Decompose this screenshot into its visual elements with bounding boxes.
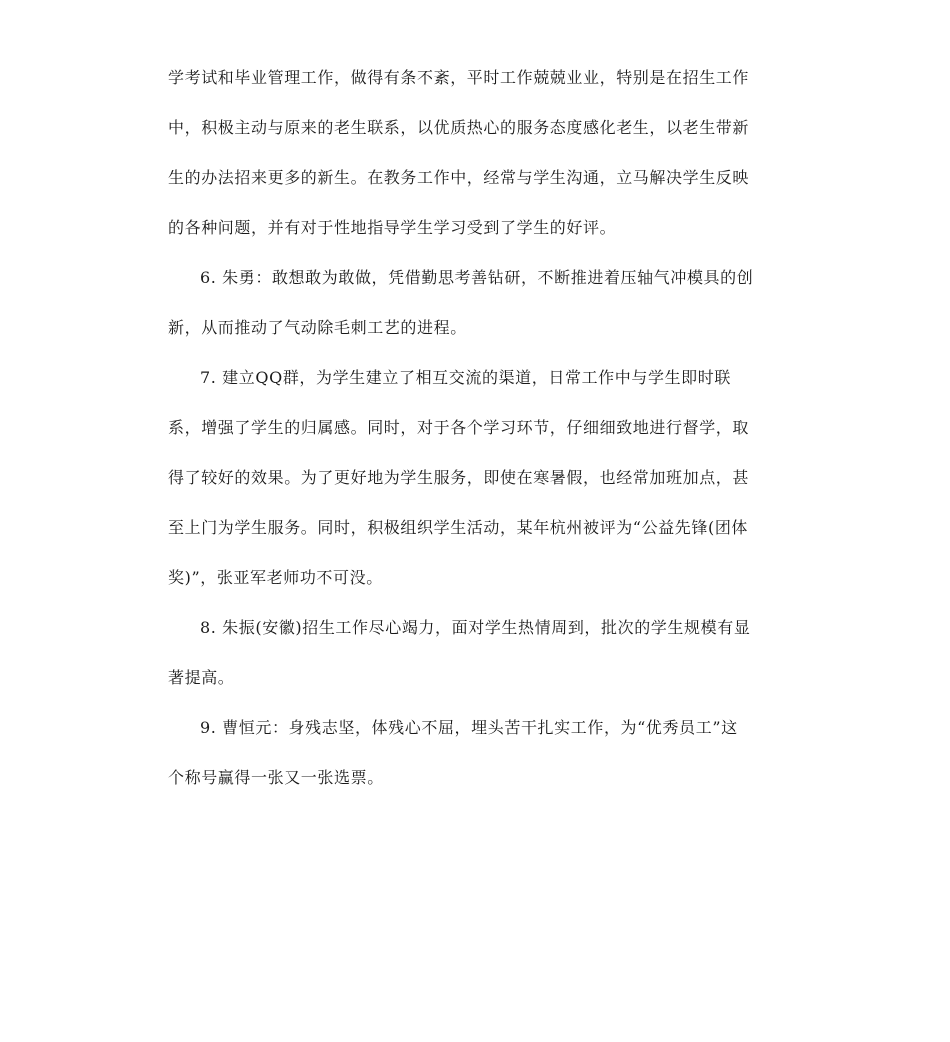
list-item-6-line: 6. 朱勇：敢想敢为敢做，凭借勤思考善钻研，不断推进着压轴气冲模具的创 bbox=[200, 268, 754, 287]
list-item-7-line: 7. 建立QQ群，为学生建立了相互交流的渠道，日常工作中与学生即时联 bbox=[200, 368, 731, 387]
paragraph-line: 新，从而推动了气动除毛刺工艺的进程。 bbox=[168, 318, 467, 337]
paragraph-line: 的各种问题，并有对于性地指导学生学习受到了学生的好评。 bbox=[168, 218, 617, 237]
paragraph-line: 得了较好的效果。为了更好地为学生服务，即使在寒暑假，也经常加班加点，甚 bbox=[168, 468, 750, 487]
paragraph-line: 个称号赢得一张又一张选票。 bbox=[168, 768, 384, 787]
paragraph-line: 至上门为学生服务。同时，积极组织学生活动，某年杭州被评为“公益先锋(团体 bbox=[168, 518, 749, 537]
list-item-8-line: 8. 朱振(安徽)招生工作尽心竭力，面对学生热情周到，批次的学生规模有显 bbox=[200, 618, 751, 637]
paragraph-line: 系，增强了学生的归属感。同时，对于各个学习环节，仔细细致地进行督学，取 bbox=[168, 418, 750, 437]
paragraph-line: 著提高。 bbox=[168, 668, 235, 687]
paragraph-line: 学考试和毕业管理工作，做得有条不紊，平时工作兢兢业业，特别是在招生工作 bbox=[168, 68, 750, 87]
paragraph-line: 生的办法招来更多的新生。在教务工作中，经常与学生沟通，立马解决学生反映 bbox=[168, 168, 750, 187]
paragraph-line: 奖)”，张亚军老师功不可没。 bbox=[168, 568, 383, 587]
list-item-9-line: 9. 曹恒元：身残志坚，体残心不屈，埋头苦干扎实工作，为“优秀员工”这 bbox=[200, 718, 738, 737]
paragraph-line: 中，积极主动与原来的老生联系，以优质热心的服务态度感化老生，以老生带新 bbox=[168, 118, 750, 137]
